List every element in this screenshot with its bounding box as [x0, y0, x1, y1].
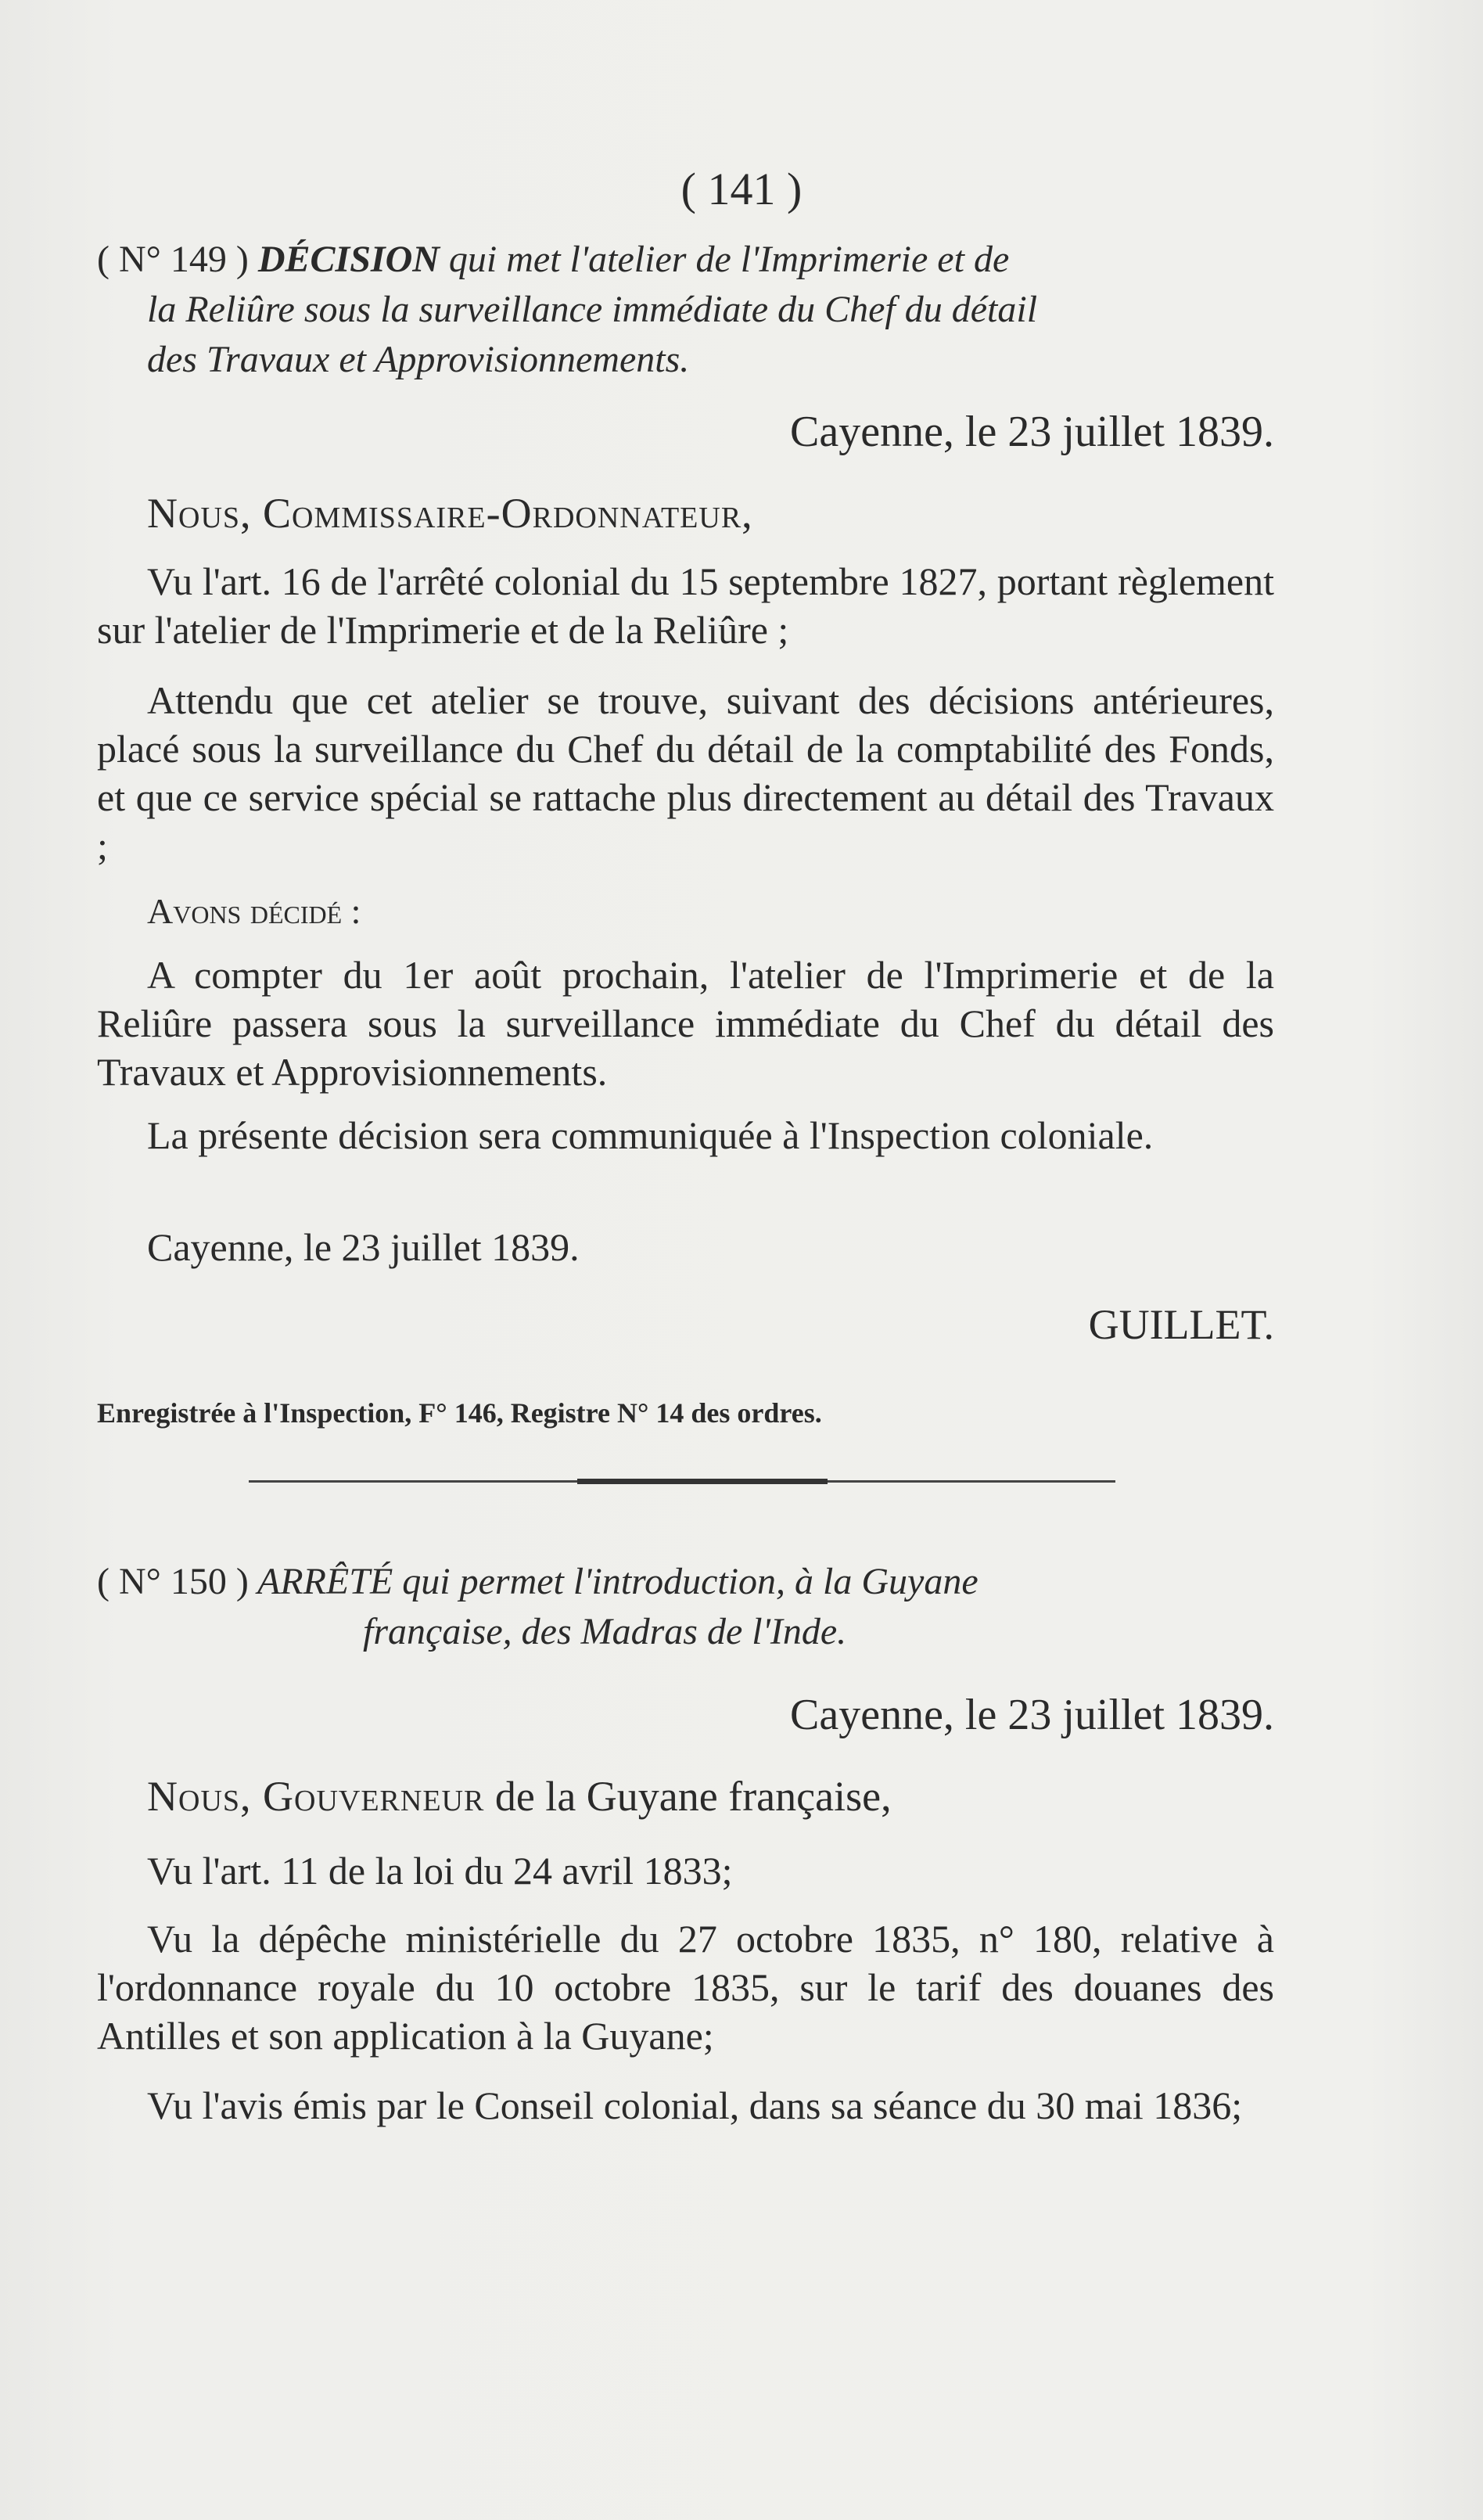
- arrete-title: ARRÊTÉ: [257, 1561, 393, 1602]
- decision-paragraph-1: Vu l'art. 16 de l'arrêté colonial du 15 septembre 1827, portant règlement sur l'atelier de l'Imprimerie et de la Reliûre ;: [97, 559, 1274, 652]
- arrete-paragraph-1: Vu l'art. 11 de la loi du 24 avril 1833;: [147, 1849, 733, 1893]
- arrete-heading-line-2: française, des Madras de l'Inde.: [363, 1611, 847, 1652]
- decision-signature: GUILLET.: [1088, 1301, 1274, 1348]
- decision-date: Cayenne, le 23 juillet 1839.: [790, 408, 1274, 456]
- decision-heading-line-2: la Reliûre sous la surveillance immédiate du Chef du détail: [147, 289, 1038, 330]
- section-divider-ornament: [577, 1479, 828, 1484]
- arrete-nous-gouverneur: Nous, Gouverneur: [147, 1773, 485, 1820]
- decision-heading-line-3: des Travaux et Approvisionnements.: [147, 339, 690, 380]
- arrete-150-heading: [97, 1557, 1274, 1657]
- arrete-heading-line-1: qui permet l'introduction, à la Guyane: [393, 1561, 978, 1602]
- decision-number: ( N° 149 ): [97, 239, 249, 280]
- decision-heading-line-1: qui met l'atelier de l'Imprimerie et de: [439, 239, 1010, 280]
- section-divider: [249, 1480, 1115, 1483]
- decision-paragraph-4: La présente décision sera communiquée à l'Inspection coloniale.: [147, 1113, 1154, 1157]
- decision-closing-date: Cayenne, le 23 juillet 1839.: [147, 1225, 580, 1269]
- decision-paragraph-3: A compter du 1er août prochain, l'atelier de l'Imprimerie et de la Reliûre passera sous la surveillance immédiate du Chef du détail des Travaux et Approvisionnements.: [97, 953, 1274, 1094]
- decision-149-heading: [97, 235, 1274, 385]
- arrete-nous: [97, 1772, 1324, 1821]
- arrete-paragraph-2: Vu la dépêche ministérielle du 27 octobre 1835, n° 180, relative à l'ordonnance royale du 10 octobre 1835, sur le tarif des douanes des Antilles et son application à la Guyane;: [97, 1917, 1274, 2058]
- decision-title: DÉCISION: [257, 239, 440, 280]
- arrete-date: Cayenne, le 23 juillet 1839.: [790, 1691, 1274, 1739]
- decision-registration: Enregistrée à l'Inspection, F° 146, Registre N° 14 des ordres.: [97, 1397, 822, 1429]
- arrete-paragraph-3: Vu l'avis émis par le Conseil colonial, dans sa séance du 30 mai 1836;: [147, 2083, 1243, 2127]
- decision-nous: Nous, Commissaire-Ordonnateur,: [147, 490, 753, 537]
- decision-paragraph-2: Attendu que cet atelier se trouve, suivant des décisions antérieures, placé sous la surveillance du Chef du détail de la comptabilité des Fonds, et que ce service spécial se rattache plus directement au détail des Travaux ;: [97, 678, 1274, 868]
- arrete-nous-rest: de la Guyane française,: [484, 1773, 892, 1820]
- page-number: ( 141 ): [680, 164, 803, 214]
- decision-avons-decide: Avons décidé :: [147, 891, 361, 931]
- arrete-number: ( N° 150 ): [97, 1561, 249, 1602]
